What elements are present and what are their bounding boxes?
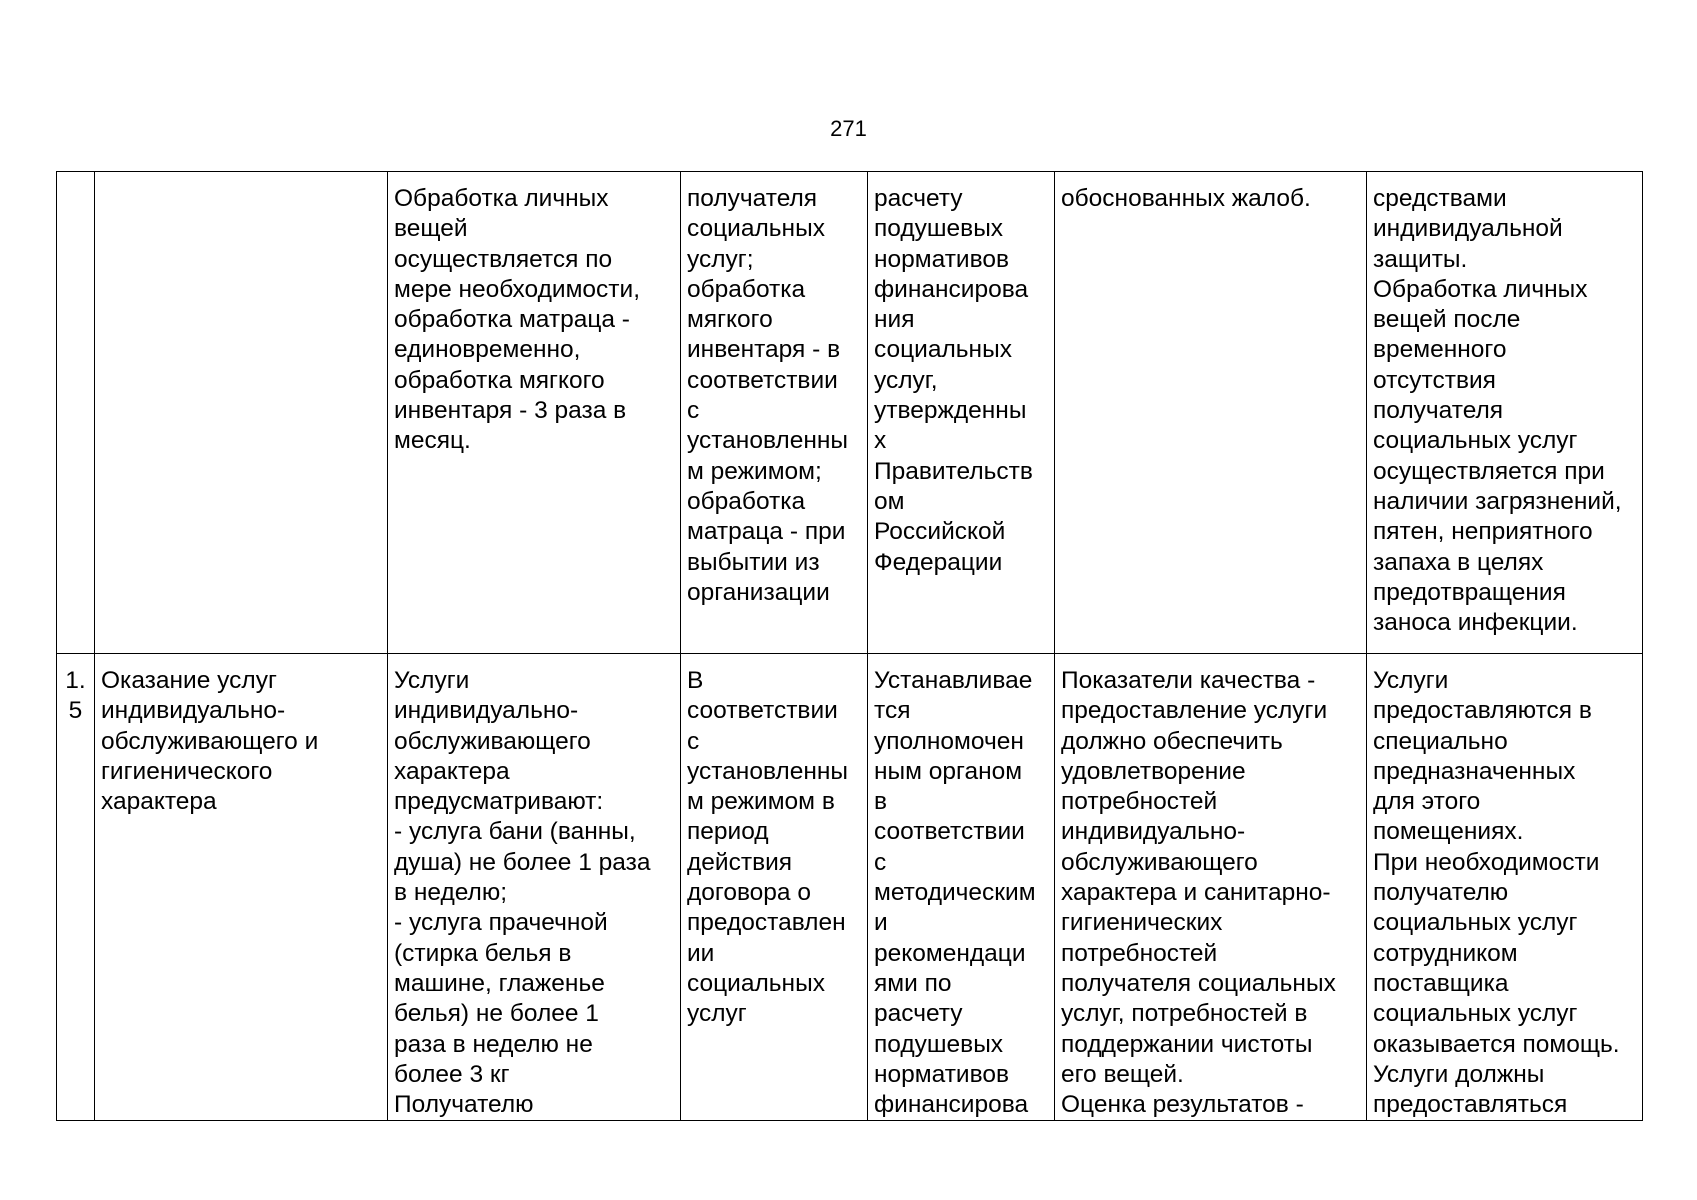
table-row — [57, 654, 1643, 1121]
table-row — [57, 172, 1643, 654]
cell-conditions: Услуги предоставляются в специально предназначенных для этого помещениях. При необходимости получателю социальных услуг сотрудником поставщика социальных услуг оказывается помощь. Услуги должны предоставляться — [1367, 654, 1643, 1121]
cell-service-name: Оказание услуг индивидуально- обслуживающего и гигиенического характера — [95, 654, 388, 1121]
cell-financing: Устанавливае тся уполномочен ным органом в соответствии с методическим и рекомендаци ями по расчету подушевых нормативов финансирова — [868, 654, 1055, 1121]
cell-quality: Показатели качества - предоставление услуги должно обеспечить удовлетворение потребностей индивидуально- обслуживающего характера и санитарно- гигиенических потребностей получателя социальных услуг, потребностей в поддержании чистоты его вещей. Оценка результатов - — [1055, 654, 1367, 1121]
cell-description: Услуги индивидуально- обслуживающего характера предусматривают: - услуга бани (ванны, душа) не более 1 раза в неделю; - услуга прачечной (стирка белья в машине, глаженье белья) не более 1 раза в неделю не более 3 кг Получателю — [388, 654, 681, 1121]
cell-service-name — [95, 172, 388, 654]
cell-timing: получателя социальных услуг; обработка мягкого инвентаря - в соответствии с установленны м режимом; обработка матраца - при выбытии из организации — [681, 172, 868, 654]
cell-description: Обработка личных вещей осуществляется по мере необходимости, обработка матраца - единовременно, обработка мягкого инвентаря - 3 раза в месяц. — [388, 172, 681, 654]
cell-conditions: средствами индивидуальной защиты. Обработка личных вещей после временного отсутствия получателя социальных услуг осуществляется при наличии загрязнений, пятен, неприятного запаха в целях предотвращения заноса инфекции. — [1367, 172, 1643, 654]
services-table — [56, 171, 1643, 1121]
cell-quality: обоснованных жалоб. — [1055, 172, 1367, 654]
page-number: 271 — [830, 116, 867, 141]
cell-number: 1. 5 — [57, 654, 95, 1121]
cell-timing: В соответствии с установленны м режимом в период действия договора о предоставлен ии социальных услуг — [681, 654, 868, 1121]
cell-number — [57, 172, 95, 654]
cell-financing: расчету подушевых нормативов финансирова ния социальных услуг, утвержденны х Правительств ом Российской Федерации — [868, 172, 1055, 654]
